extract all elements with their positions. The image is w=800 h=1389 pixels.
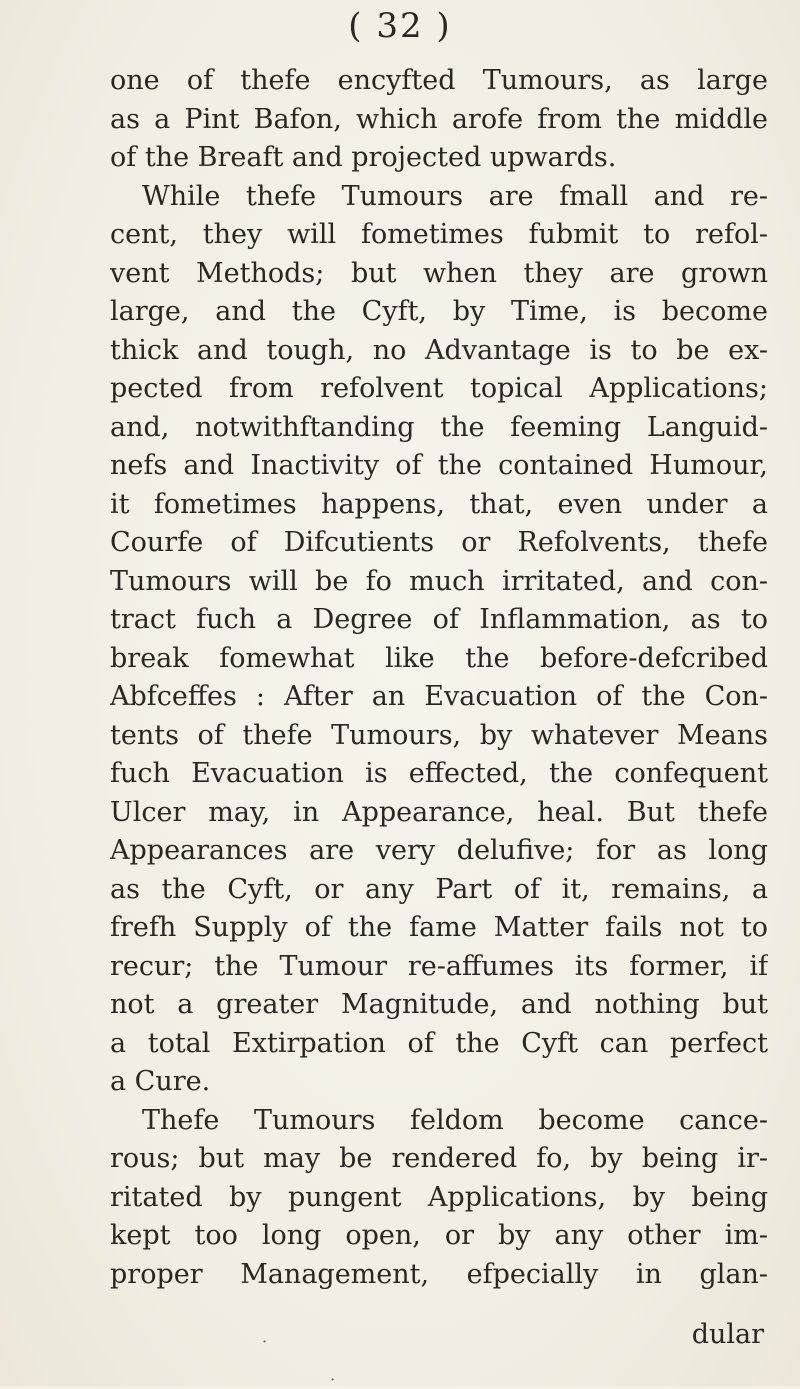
catchword: dular [691, 1319, 764, 1350]
text-line: Thefe Tumours feldom become cance- [142, 1104, 768, 1136]
text-line: proper Management, efpecially in glan- [110, 1258, 768, 1290]
text-line: and, notwithftanding the feeming Languid- [110, 411, 768, 443]
text-line: a Cure. [110, 1066, 211, 1097]
page-number: ( 32 ) [348, 6, 452, 46]
text-line: Ulcer may, in Appearance, heal. But thefe [110, 796, 768, 828]
text-line: vent Methods; but when they are grown [110, 257, 768, 289]
text-line: nefs and Inactivity of the contained Humour, [110, 450, 768, 481]
ink-speck: · [330, 1370, 336, 1389]
text-line: of the Breaft and projected upwards. [110, 142, 617, 173]
text-line: Abfceffes : After an Evacuation of the Con- [110, 681, 768, 712]
text-line: cent, they will fometimes fubmit to refol- [110, 219, 768, 250]
text-line: a total Extirpation of the Cyft can perfect [110, 1027, 768, 1059]
text-line: tents of thefe Tumours, by whatever Means [110, 719, 768, 751]
text-line: Tumours will be fo much irritated, and con- [110, 565, 768, 597]
text-line: thick and tough, no Advantage is to be ex- [110, 334, 768, 366]
text-line: pected from refolvent topical Applications; [110, 373, 768, 404]
text-line: one of thefe encyfted Tumours, as large [110, 65, 768, 96]
text-line: ritated by pungent Applications, by being [110, 1181, 768, 1213]
text-line: recur; the Tumour re-affumes its former, if [110, 950, 768, 982]
text-line: break fomewhat like the before-defcribed [110, 642, 768, 674]
text-line: frefh Supply of the fame Matter fails not to [110, 912, 768, 943]
ink-speck: · [262, 1332, 268, 1351]
text-line: While thefe Tumours are fmall and re- [142, 180, 768, 212]
text-line: tract fuch a Degree of Inflammation, as to [110, 604, 768, 635]
text-line: as a Pint Bafon, which arofe from the middle [110, 103, 768, 135]
text-line: as the Cyft, or any Part of it, remains, a [110, 873, 768, 905]
text-line: large, and the Cyft, by Time, is become [110, 296, 768, 327]
text-line: kept too long open, or by any other im- [110, 1220, 768, 1251]
text-line: it fometimes happens, that, even under a [110, 488, 768, 520]
text-line: rous; but may be rendered fo, by being ir- [110, 1143, 768, 1174]
text-line: Courfe of Difcutients or Refolvents, thefe [110, 527, 768, 558]
text-line: Appearances are very delufive; for as long [110, 835, 768, 866]
text-line: not a greater Magnitude, and nothing but [110, 989, 768, 1020]
text-line: fuch Evacuation is effected, the confequent [110, 758, 768, 789]
body-text [110, 62, 768, 1294]
